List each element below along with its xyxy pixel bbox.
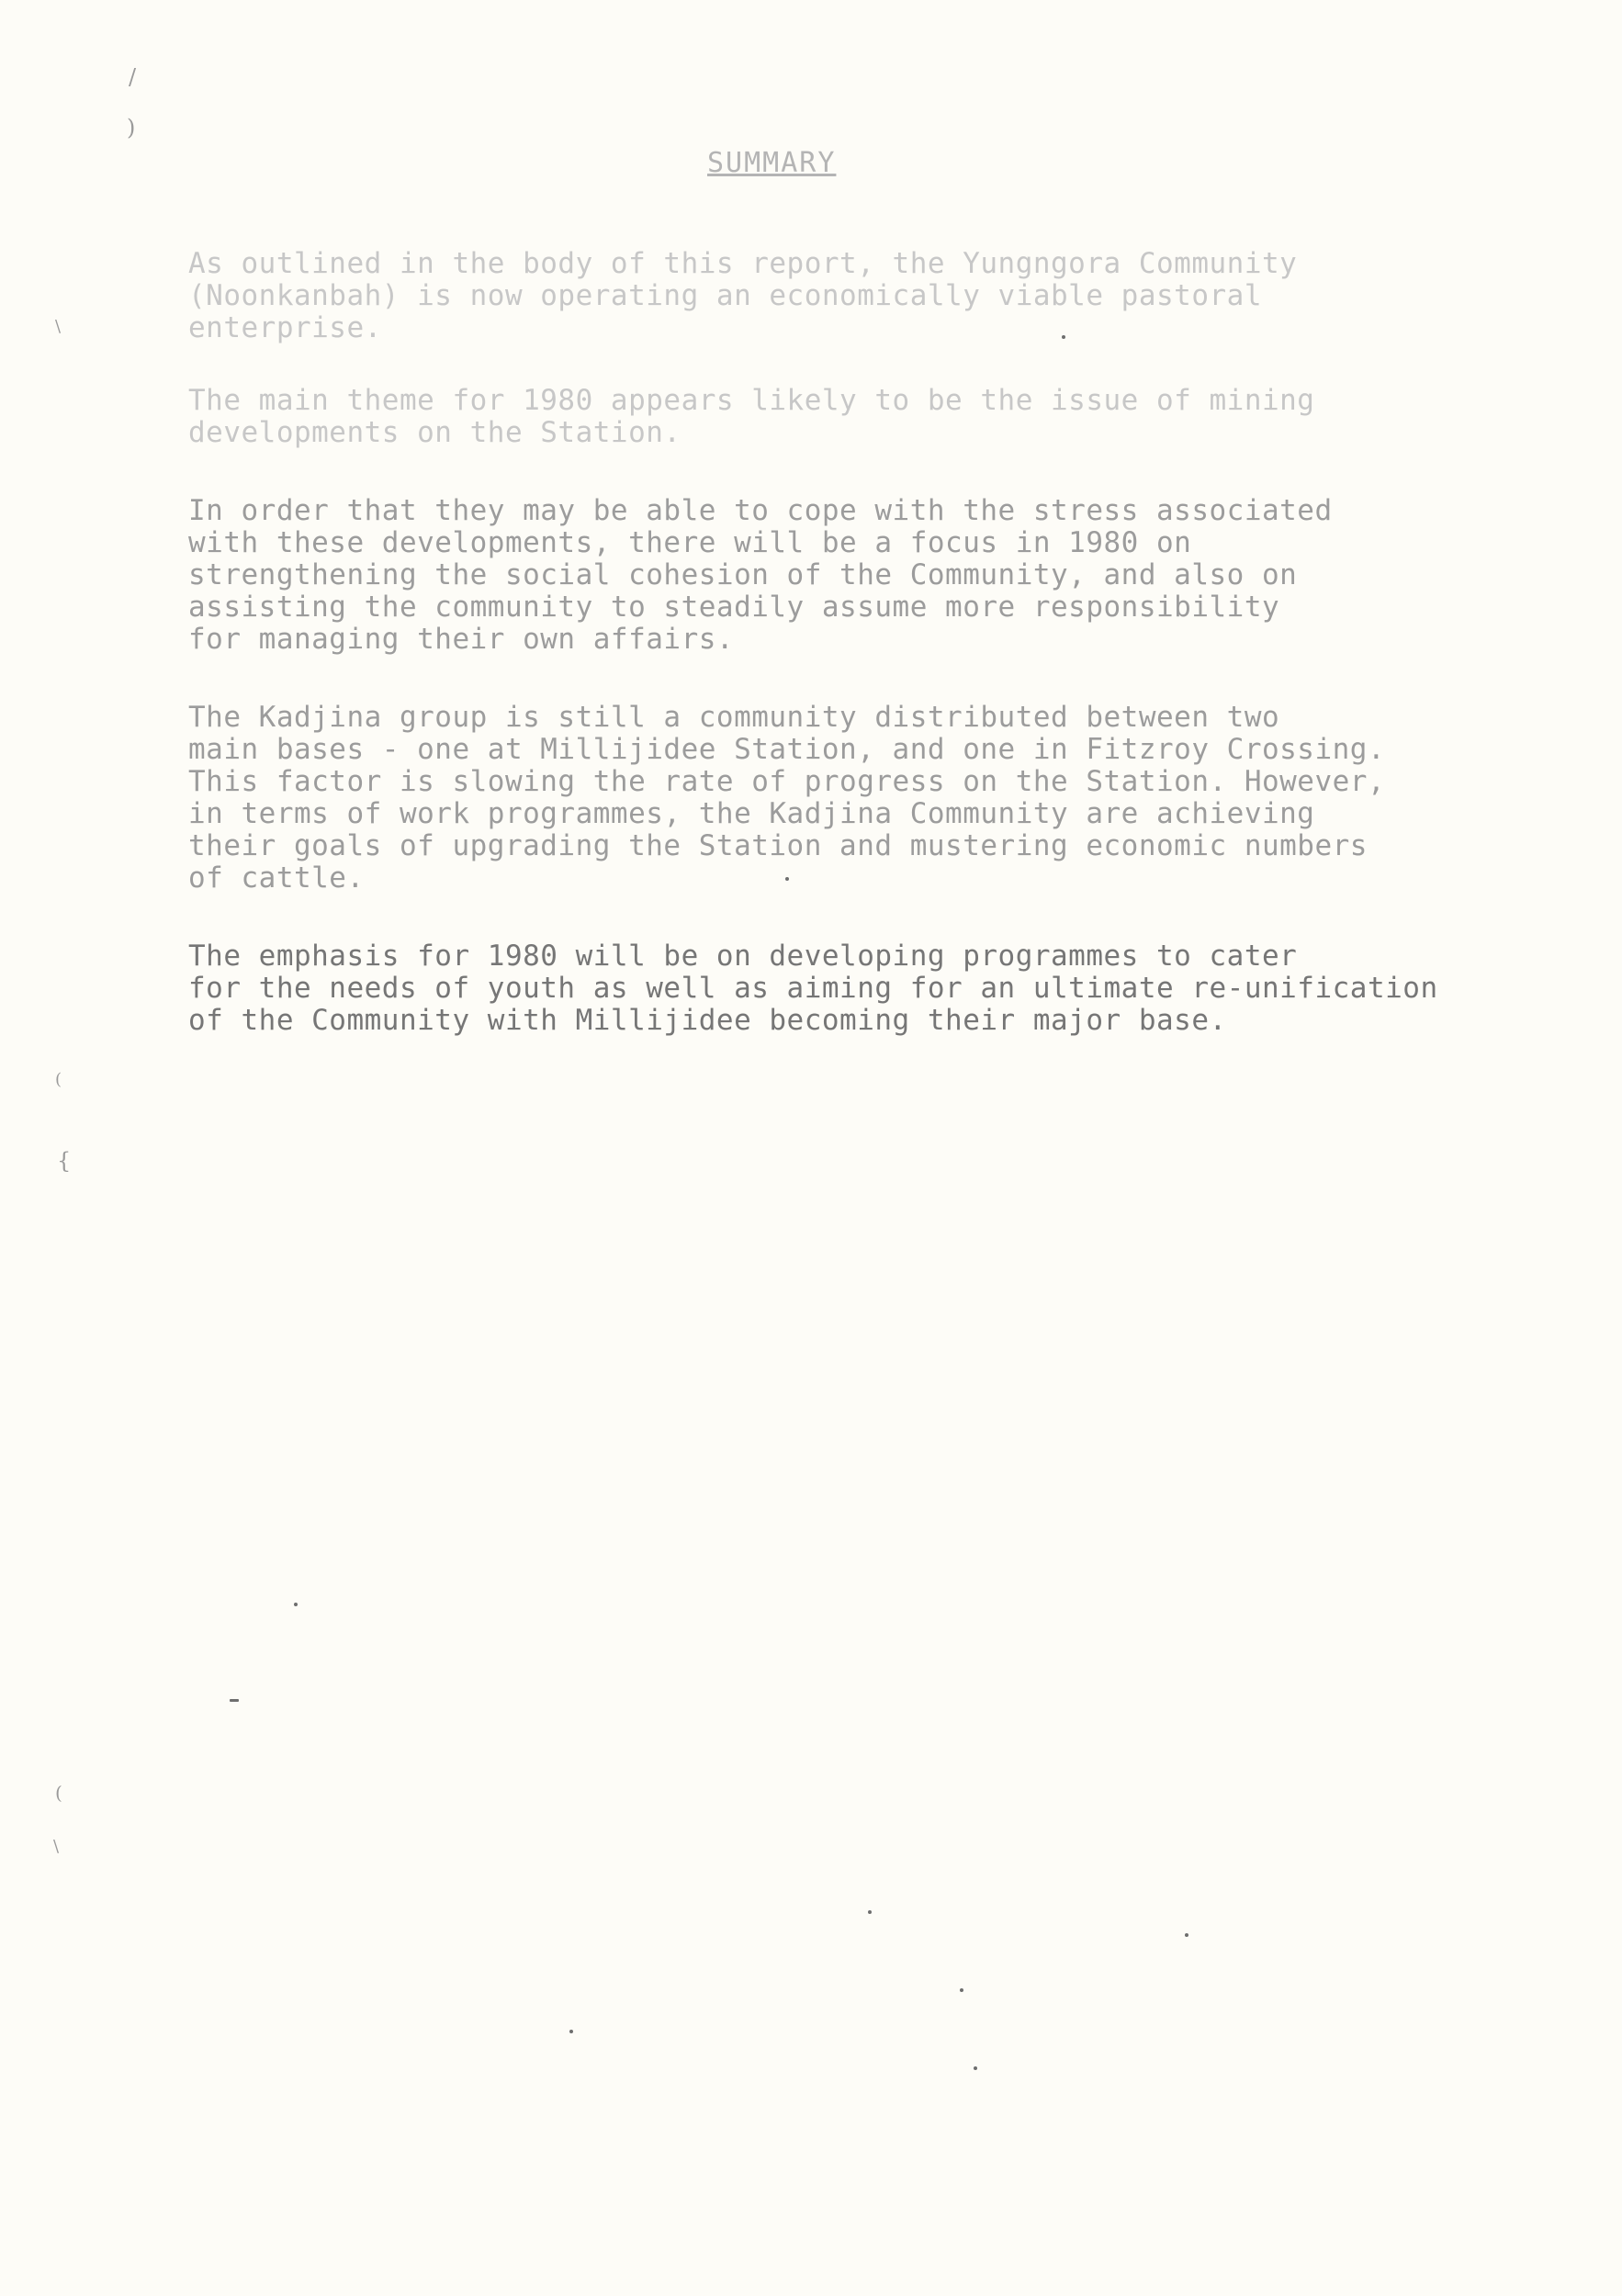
speck [230,1699,239,1702]
speck [868,1910,872,1914]
paragraph-2: The main theme for 1980 appears likely to be the issue of mining developments on the Station. [188,384,1315,449]
speck [785,877,789,881]
margin-mark: ( [55,1070,62,1089]
paragraph-5: The emphasis for 1980 will be on developing programmes to cater for the needs of youth as well as aiming for an ultimate re-unification of the Community with Millijidee becoming their major base. [188,940,1438,1037]
speck [1062,335,1065,339]
speck [1185,1933,1188,1937]
speck [569,2030,573,2033]
margin-mark: ( [55,1782,62,1804]
margin-mark: \ [55,317,62,336]
paragraph-4: The Kadjina group is still a community distributed between two main bases - one at Millijidee Station, and one in Fitzroy Crossing. This factor is slowing the rate of progress on the Station. However, in terms of work programmes, the Kadjina Community are achieving their goals of upgrading the Station and mustering economic numbers of cattle. [188,701,1386,895]
speck [960,1988,963,1992]
summary-body [188,248,1584,1083]
paragraph-1: As outlined in the body of this report, the Yungngora Community (Noonkanbah) is now operating an economically viable pastoral enterprise. [188,247,1298,344]
margin-mark: { [57,1148,72,1174]
margin-mark: / [129,64,137,90]
speck [974,2066,977,2070]
paragraph-3: In order that they may be able to cope with the stress associated with these developments, there will be a focus in 1980 on strengthening the social cohesion of the Community, and also on assisting the community to steadily assume more responsibility for managing their own affairs. [188,494,1333,656]
page-heading: SUMMARY [707,147,837,179]
margin-mark: \ [53,1837,60,1856]
speck [294,1603,298,1606]
margin-mark: ) [127,115,136,141]
